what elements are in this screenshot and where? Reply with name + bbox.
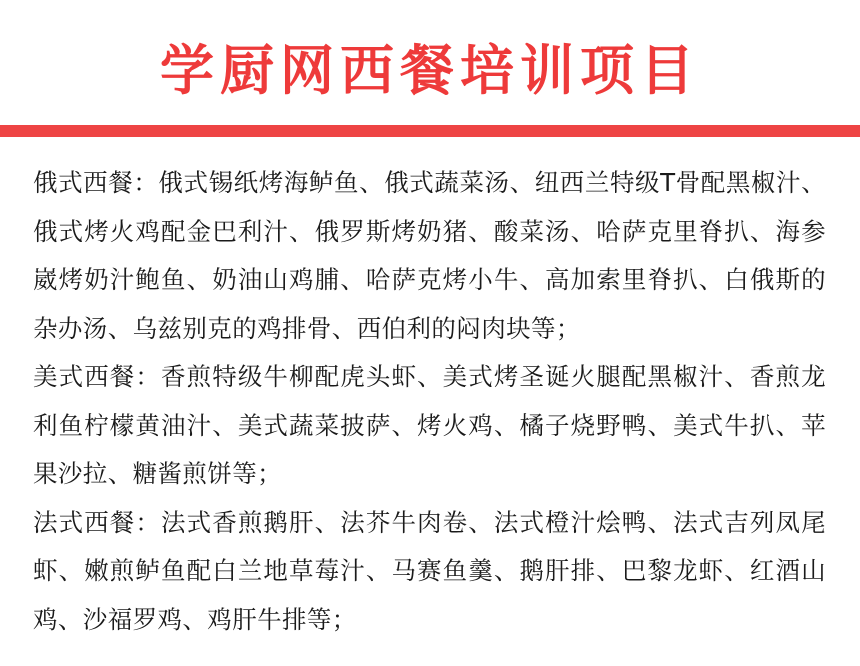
menu-content	[0, 137, 860, 644]
french-cuisine-paragraph: 法式西餐：法式香煎鹅肝、法芥牛肉卷、法式橙汁烩鸭、法式吉列凤尾虾、嫩煎鲈鱼配白兰地草莓汁、马赛鱼羹、鹅肝排、巴黎龙虾、红酒山鸡、沙福罗鸡、鸡肝牛排等；	[33, 507, 826, 634]
page-header	[0, 0, 860, 125]
page-title: 学厨网西餐培训项目	[160, 38, 700, 102]
american-cuisine-paragraph: 美式西餐：香煎特级牛柳配虎头虾、美式烤圣诞火腿配黑椒汁、香煎龙利鱼柠檬黄油汁、美式蔬菜披萨、烤火鸡、橘子烧野鸭、美式牛扒、苹果沙拉、糖酱煎饼等；	[33, 362, 826, 488]
russian-cuisine-paragraph: 俄式西餐：俄式锡纸烤海鲈鱼、俄式蔬菜汤、纽西兰特级T骨配黑椒汁、俄式烤火鸡配金巴利汁、俄罗斯烤奶猪、酸菜汤、哈萨克里脊扒、海参崴烤奶汁鲍鱼、奶油山鸡脯、哈萨克烤小牛、高加索里脊扒、白俄斯的杂办汤、乌兹别克的鸡排骨、西伯利的闷肉块等；	[33, 168, 826, 343]
header-divider	[0, 125, 860, 137]
